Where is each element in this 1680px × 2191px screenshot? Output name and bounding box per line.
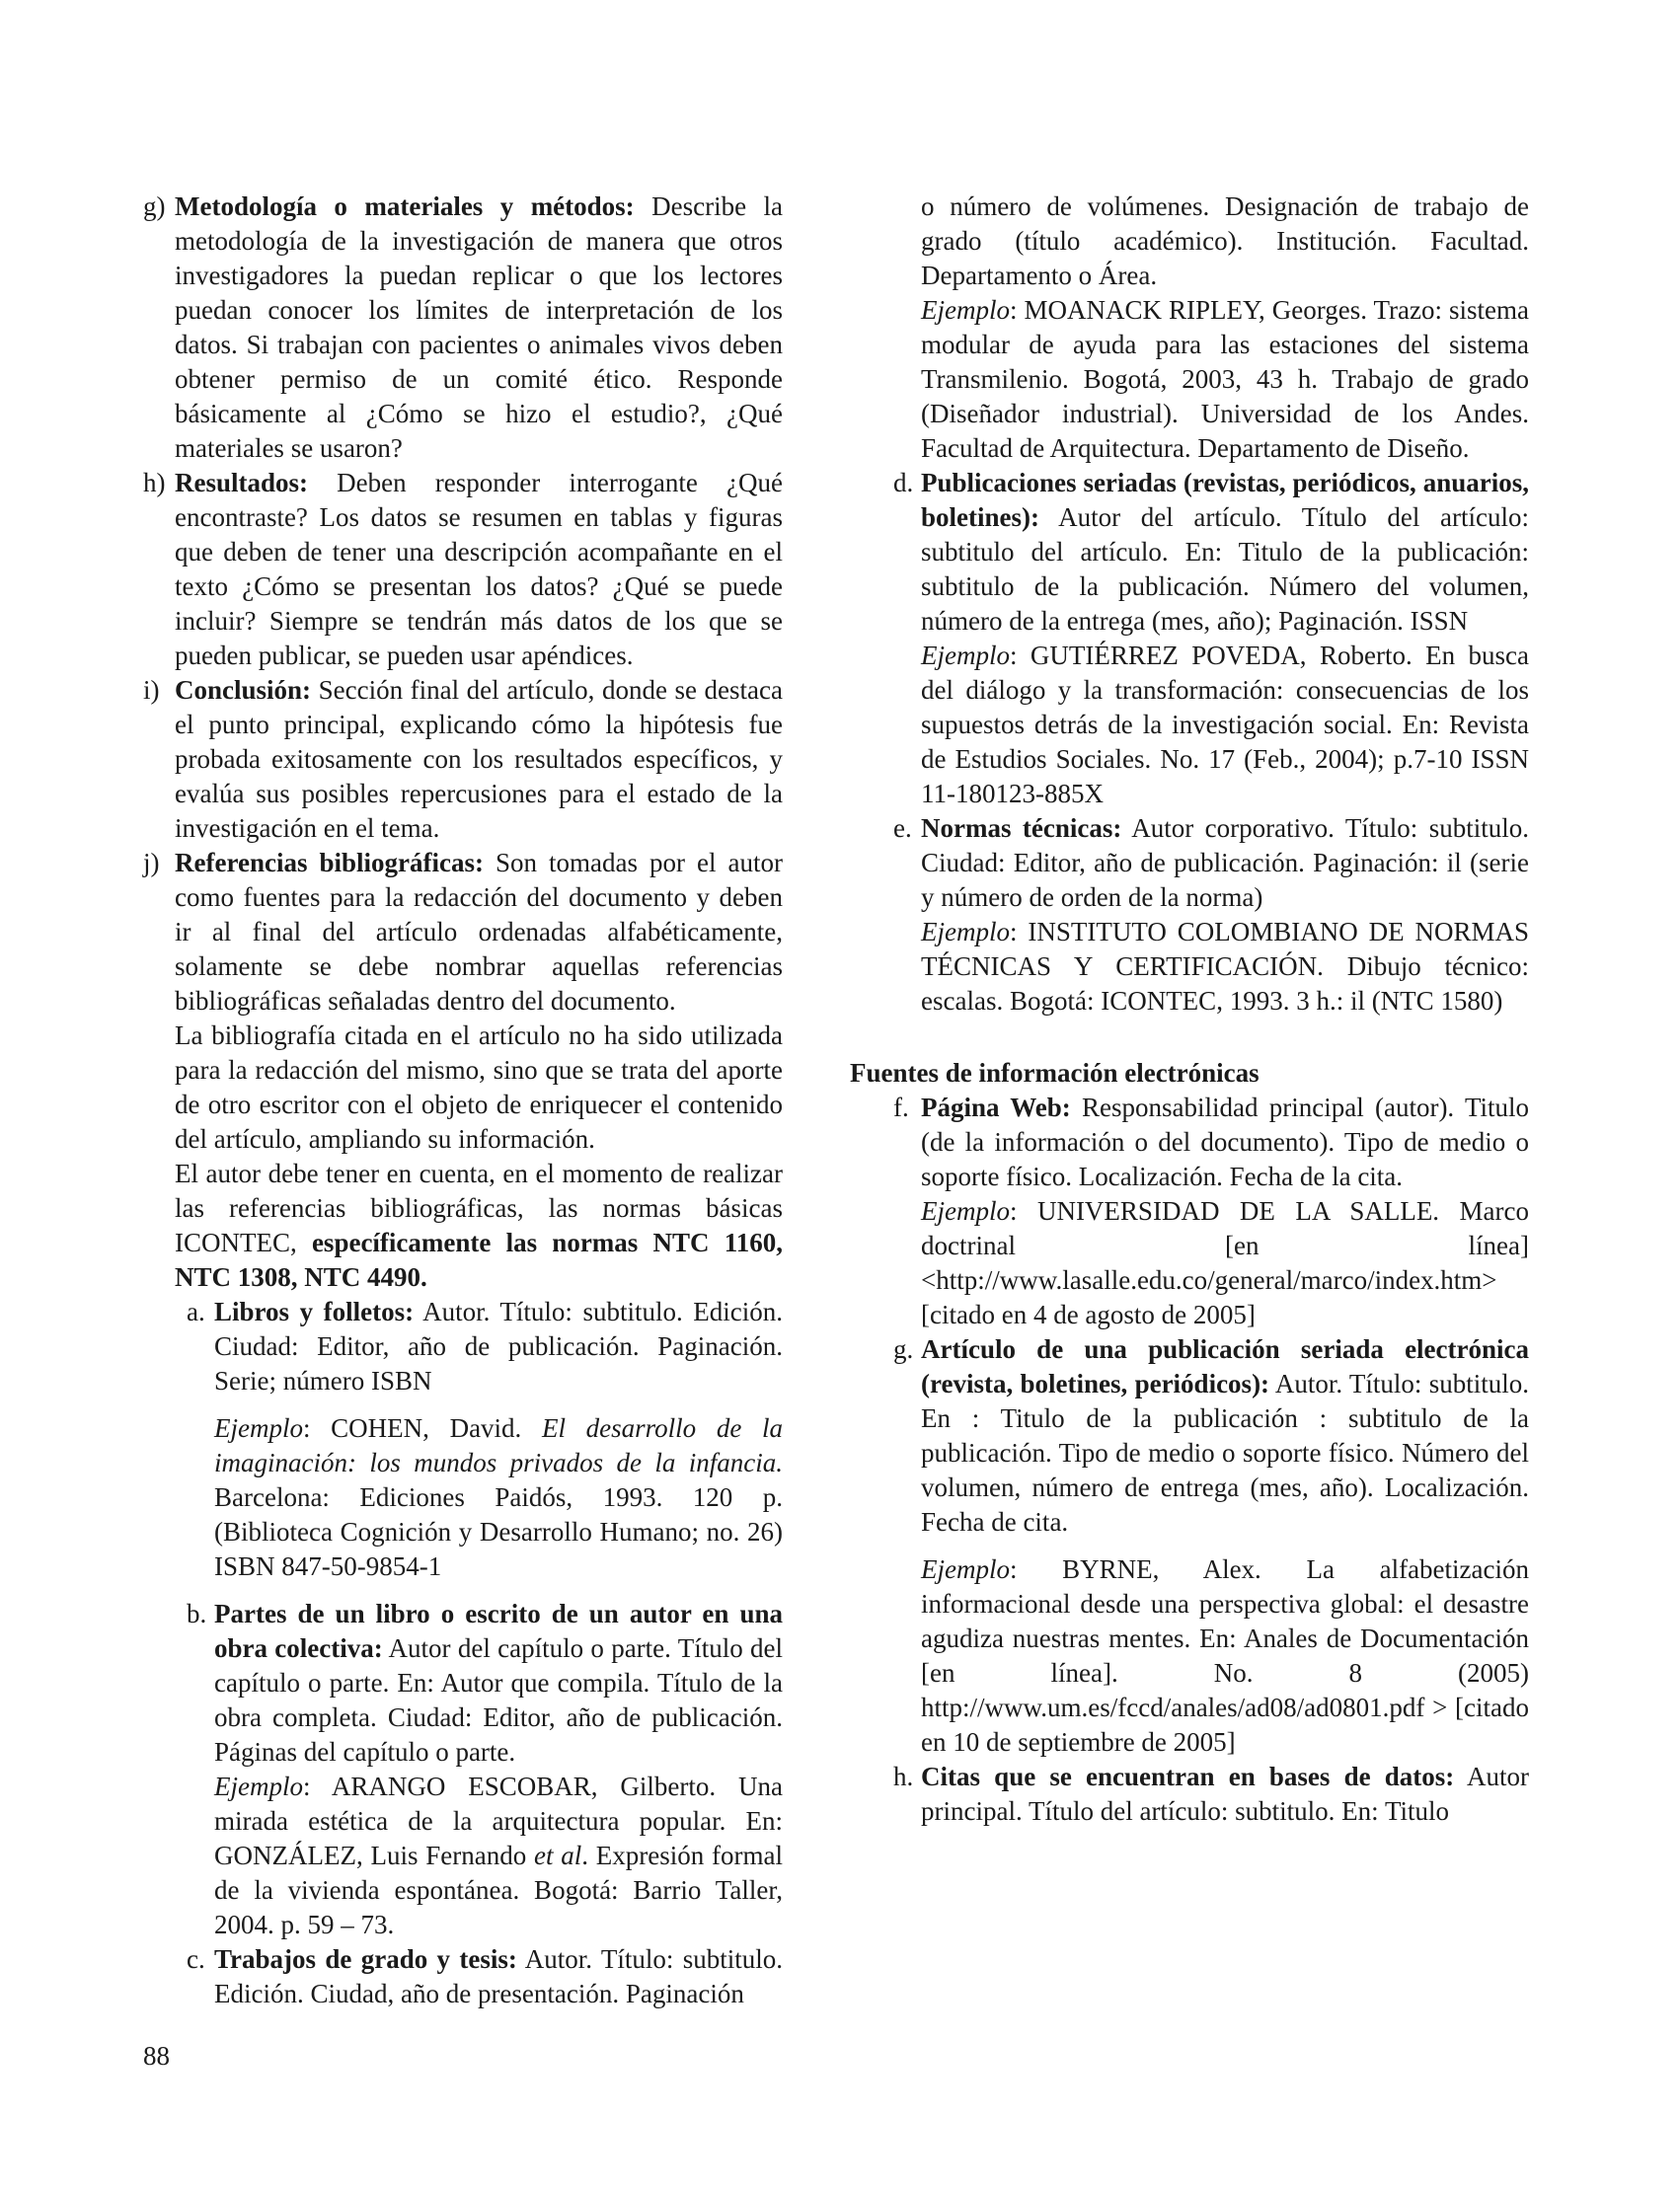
text-segment: Autor. Título: subtitulo. Edición. Ciudad, año de presentación. Paginación [214, 1944, 783, 2008]
text-segment: Trabajos de grado y tesis: [214, 1944, 517, 1974]
text-segment: El autor debe tener en cuenta, en el momento de realizar las referencias bibliográficas, las normas básicas ICONTEC, [175, 1159, 783, 1257]
example-paragraph [143, 1411, 783, 1584]
text-segment: Autor. Título: subtitulo. En : Titulo de la publicación : subtitulo de la publicación. Tipo de medio o soporte físico. Número del volumen, número de entrega (mes, año). Localización. Fecha de cita. [921, 1369, 1529, 1537]
paragraph [143, 1157, 783, 1295]
text-segment: Resultados: [175, 468, 309, 497]
text-segment: Autor principal. Título del artículo: subtitulo. En: Titulo [921, 1762, 1529, 1826]
list-marker: j) [143, 848, 160, 877]
text-segment: Autor corporativo. Título: subtitulo. Ciudad: Editor, año de publicación. Paginación: il (serie y número de orden de la norma) [921, 813, 1529, 912]
list-item-g [143, 189, 783, 466]
list-item-a [143, 1295, 783, 1398]
list-marker: a. [187, 1297, 205, 1326]
list-item-e [850, 811, 1529, 915]
list-item-h [850, 1760, 1529, 1829]
list-marker: i) [143, 675, 160, 705]
text-segment: Metodología o materiales y métodos: [175, 191, 635, 221]
text-segment: et al [534, 1841, 582, 1870]
list-marker: h. [893, 1762, 914, 1791]
text-segment: Conclusión: [175, 675, 312, 705]
text-segment: Fuentes de información electrónicas [850, 1058, 1260, 1088]
text-segment: : GUTIÉRREZ POVEDA, Roberto. En busca del diálogo y la transformación: consecuencias de los supuestos detrás de la investigación social. En: Revista de Estudios Sociales. No. 17 (Feb., 2004); p.7-10 ISSN 11-180123-885X [921, 641, 1529, 808]
text-segment: Son tomadas por el autor como fuentes para la redacción del documento y deben ir al final del artículo ordenadas alfabéticamente, solamente se debe nombrar aquellas referencias bibliográficas señaladas dentro del documento. [175, 848, 783, 1016]
text-segment: Publicaciones seriadas (revistas, periódicos, anuarios, boletines): [921, 468, 1529, 532]
example-paragraph [850, 915, 1529, 1019]
left-column [143, 189, 783, 2011]
text-segment: Artículo de una publicación seriada electrónica (revista, boletines, periódicos): [921, 1334, 1529, 1398]
text-segment: Sección final del artículo, donde se destaca el punto principal, explicando cómo la hipótesis fue probada exitosamente con los resultados específicos, y evalúa sus posibles repercusiones para el estado de la investigación en el tema. [175, 675, 783, 843]
list-marker: g. [893, 1334, 914, 1364]
list-item-c [143, 1942, 783, 2011]
text-segment: Ejemplo [214, 1772, 303, 1801]
text-segment: Referencias bibliográficas: [175, 848, 484, 877]
page-number: 88 [143, 2041, 170, 2071]
text-segment: Ejemplo [921, 641, 1010, 670]
text-segment: : COHEN, David. [302, 1413, 542, 1443]
text-segment: Responsabilidad principal (autor). Titulo (de la información o del documento). Tipo de medio o soporte físico. Localización. Fecha de la cita. [921, 1093, 1529, 1191]
text-segment: : ARANGO ESCOBAR, Gilberto. Una mirada estética de la arquitectura popular. En: GONZÁLEZ, Luis Fernando [214, 1772, 783, 1870]
example-paragraph [850, 639, 1529, 811]
two-column-text [143, 189, 1529, 2011]
list-item-i [143, 673, 783, 846]
text-segment: La bibliografía citada en el artículo no ha sido utilizada para la redacción del mismo, sino que se trata del aporte de otro escritor con el objeto de enriquecer el contenido del artículo, ampliando su información. [175, 1020, 783, 1154]
example-paragraph [850, 1552, 1529, 1760]
text-segment: Partes de un libro o escrito de un autor en una obra colectiva: [214, 1599, 783, 1663]
list-item-d [850, 466, 1529, 639]
paragraph [850, 189, 1529, 293]
list-marker: c. [187, 1944, 205, 1974]
text-segment: Ejemplo [921, 1196, 1010, 1226]
list-item-f [850, 1091, 1529, 1194]
list-item-j [143, 846, 783, 1019]
text-segment: específicamente las normas NTC 1160, NTC 1308, NTC 4490. [175, 1228, 783, 1292]
text-segment: Ejemplo [921, 295, 1010, 325]
list-marker: g) [143, 191, 166, 221]
list-marker: f. [893, 1093, 909, 1122]
text-segment: Deben responder interrogante ¿Qué encontraste? Los datos se resumen en tablas y figuras que deben de tener una descripción acompañante en el texto ¿Cómo se presentan los datos? ¿Qué se puede incluir? Siempre se tendrán más datos de los que se pueden publicar, se pueden usar apéndices. [175, 468, 783, 670]
list-item-g [850, 1332, 1529, 1540]
text-segment: Autor del capítulo o parte. Título del capítulo o parte. En: Autor que compila. Título de la obra completa. Ciudad: Editor, año de publicación. Páginas del capítulo o parte. [214, 1633, 784, 1767]
text-segment: Autor. Título: subtitulo. Edición. Ciudad: Editor, año de publicación. Paginación. Serie; número ISBN [214, 1297, 783, 1396]
text-segment: Barcelona: Ediciones Paidós, 1993. 120 p. (Biblioteca Cognición y Desarrollo Humano; no. 26) ISBN 847-50-9854-1 [214, 1482, 783, 1581]
list-item-h [143, 466, 783, 673]
list-marker: e. [893, 813, 912, 843]
example-paragraph [850, 1194, 1529, 1332]
text-segment: Normas técnicas: [921, 813, 1122, 843]
list-marker: b. [187, 1599, 207, 1628]
paragraph [143, 1019, 783, 1157]
text-segment: : UNIVERSIDAD DE LA SALLE. Marco doctrinal [en línea] <http://www.lasalle.edu.co/general/marco/index.htm> [citado en 4 de agosto de 2005] [921, 1196, 1529, 1329]
text-segment: . Expresión formal de la vivienda espontánea. Bogotá: Barrio Taller, 2004. p. 59 – 73. [214, 1841, 783, 1939]
text-segment: Página Web: [921, 1093, 1071, 1122]
list-item-b [143, 1597, 783, 1770]
text-segment: Citas que se encuentran en bases de datos: [921, 1762, 1455, 1791]
text-segment: o número de volúmenes. Designación de trabajo de grado (título académico). Institución. Facultad. Departamento o Área. [921, 191, 1529, 290]
text-segment: El desarrollo de la imaginación: los mundos privados de la infancia. [214, 1413, 783, 1477]
list-marker: h) [143, 468, 166, 497]
text-segment: Describe la metodología de la investigación de manera que otros investigadores la puedan replicar o que los lectores puedan conocer los límites de interpretación de los datos. Si trabajan con pacientes o animales vivos deben obtener permiso de un comité ético. Responde básicamente al ¿Cómo se hizo el estudio?, ¿Qué materiales se usaron? [175, 191, 784, 463]
text-segment: Libros y folletos: [214, 1297, 415, 1326]
example-paragraph [850, 293, 1529, 466]
text-segment: Ejemplo [921, 917, 1010, 946]
text-segment: : MOANACK RIPLEY, Georges. Trazo: sistema modular de ayuda para las estaciones del sistema Transmilenio. Bogotá, 2003, 43 h. Trabajo de grado (Diseñador industrial). Universidad de los Andes. Facultad de Arquitectura. Departamento de Diseño. [921, 295, 1529, 463]
section-heading [850, 1056, 1529, 1091]
text-segment: Autor del artículo. Título del artículo: subtitulo del artículo. En: Titulo de la publicación: subtitulo de la publicación. Número del volumen, número de la entrega (mes, año); Paginación. ISSN [921, 502, 1529, 636]
text-segment: Ejemplo [921, 1554, 1010, 1584]
example-paragraph [143, 1770, 783, 1942]
text-segment: : INSTITUTO COLOMBIANO DE NORMAS TÉCNICAS Y CERTIFICACIÓN. Dibujo técnico: escalas. Bogotá: ICONTEC, 1993. 3 h.: il (NTC 1580) [921, 917, 1529, 1016]
list-marker: d. [893, 468, 914, 497]
text-segment: : BYRNE, Alex. La alfabetización informacional desde una perspectiva global: el desastre agudiza nuestras mentes. En: Anales de Documentación [en línea]. No. 8 (2005) http://www.um.es/fccd/anales/ad08/ad0801.pdf > [citado en 10 de septiembre de 2005] [921, 1554, 1529, 1757]
text-segment: Ejemplo [214, 1413, 303, 1443]
right-column [850, 189, 1529, 2011]
